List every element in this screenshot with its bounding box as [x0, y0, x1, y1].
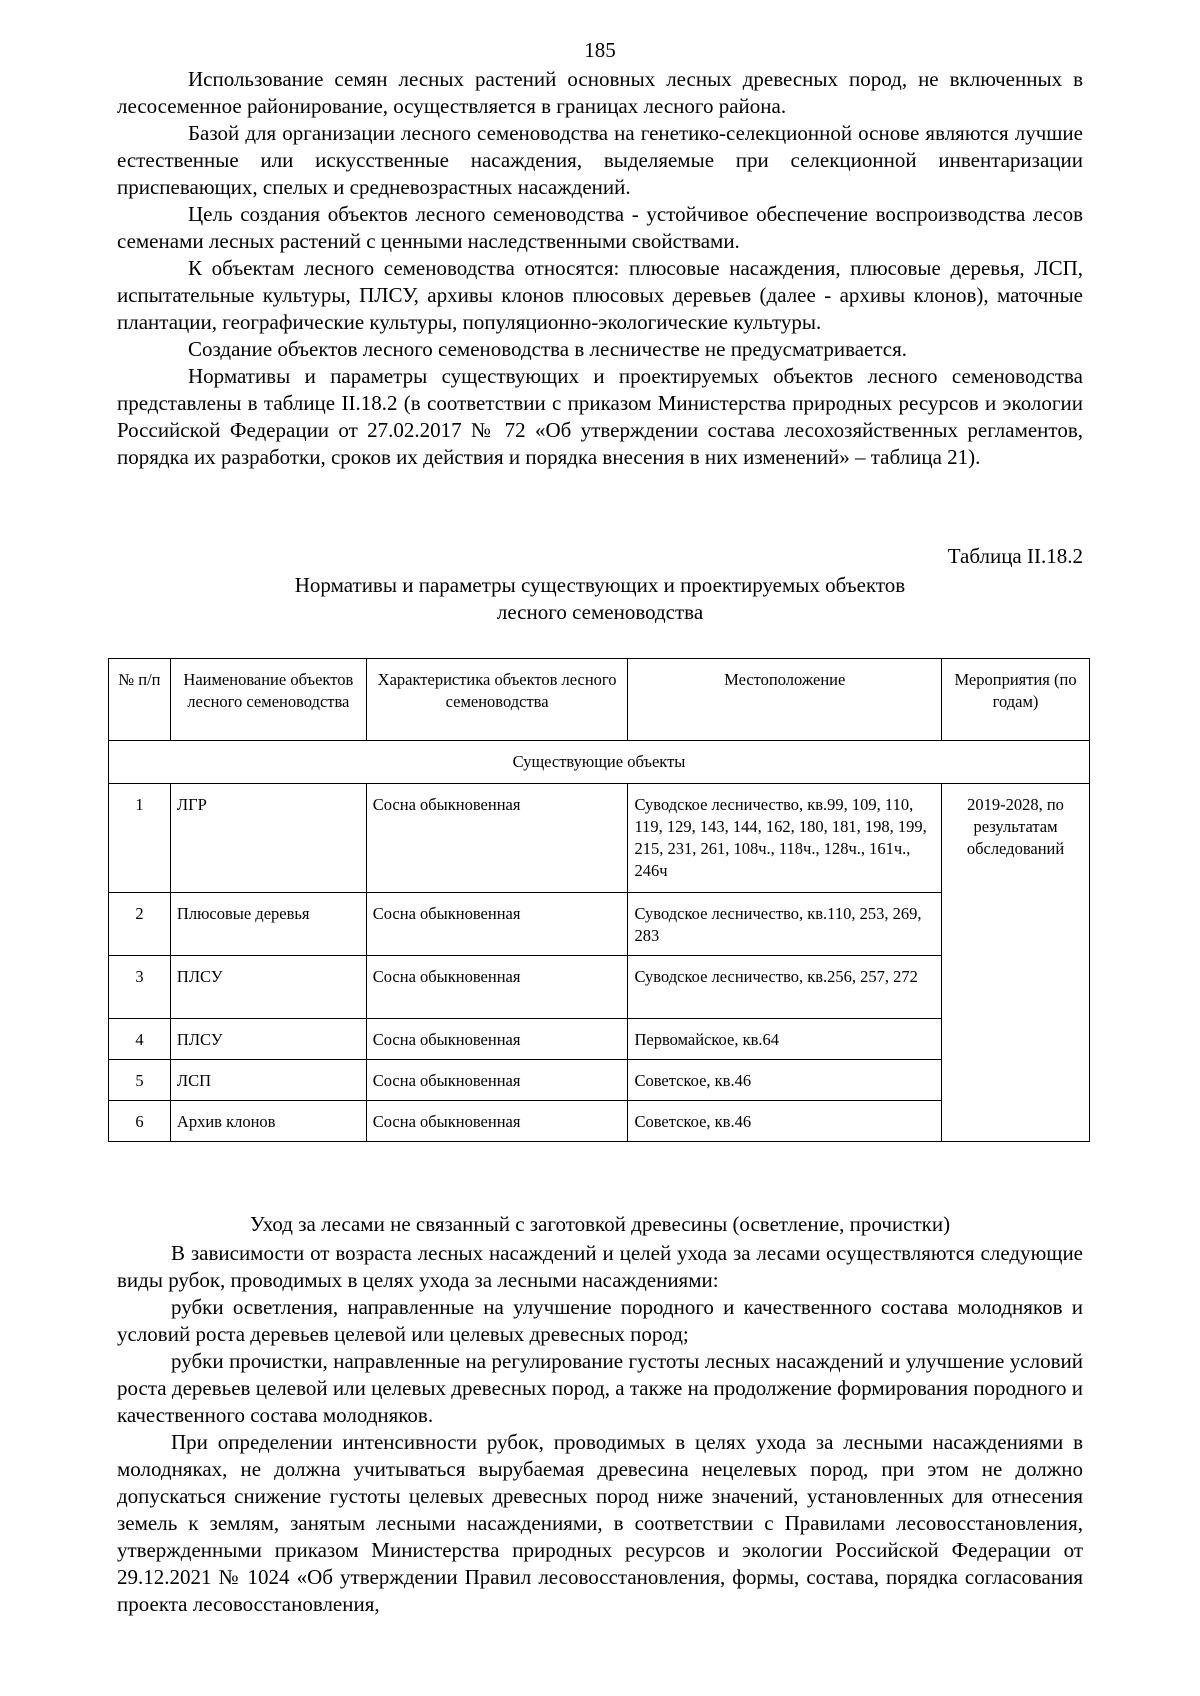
header-name: Наименование объектов лесного семеноводства	[170, 659, 366, 741]
section-existing-objects: Существующие объекты	[109, 741, 1090, 784]
cell-location: Советское, кв.46	[628, 1101, 942, 1142]
cell-characteristic: Сосна обыкновенная	[366, 1101, 628, 1142]
header-characteristic: Характеристика объектов лесного семеноводства	[366, 659, 628, 741]
paragraph: Нормативы и параметры существующих и проектируемых объектов лесного семеноводства представлены в таблице II.18.2 (в соответствии с приказом Министерства природных ресурсов и экологии Российской Федерации от 27.02.2017 № 72 «Об утверждении состава лесохозяйственных регламентов, порядка их разработки, сроков их действия и порядка внесения в них изменений» – таблица 21).	[117, 364, 1083, 469]
cell-location: Первомайское, кв.64	[628, 1019, 942, 1060]
section-row	[109, 741, 1090, 784]
forest-care-heading: Уход за лесами не связанный с заготовкой древесины (осветление, прочистки)	[249, 1212, 951, 1236]
table-header-row	[109, 659, 1090, 741]
cell-characteristic: Сосна обыкновенная	[366, 1060, 628, 1101]
paragraph: Использование семян лесных растений основных лесных древесных пород, не включенных в лесосеменное районирование, осуществляется в границах лесного района.	[117, 67, 1083, 118]
table-title-line: лесного семеноводства	[496, 600, 704, 624]
paragraph: При определении интенсивности рубок, проводимых в целях ухода за лесными насаждениями в молодняках, не должна учитываться вырубаемая древесина нецелевых пород, при этом не должно допускаться снижение густоты целевых древесных пород ниже значений, установленных для отнесения земель к землям, занятым лесными насаждениями, в соответствии с Правилами лесовосстановления, утвержденными приказом Министерства природных ресурсов и экологии Российской Федерации от 29.12.2021 № 1024 «Об утверждении Правил лесовосстановления, формы, состава, порядка согласования проекта лесовосстановления,	[117, 1430, 1083, 1616]
page-number: 185	[584, 38, 616, 62]
cell-name: Архив клонов	[170, 1101, 366, 1142]
cell-name: ПЛСУ	[170, 1019, 366, 1060]
cell-location: Советское, кв.46	[628, 1060, 942, 1101]
cell-characteristic: Сосна обыкновенная	[366, 784, 628, 893]
cell-characteristic: Сосна обыкновенная	[366, 1019, 628, 1060]
paragraph: Создание объектов лесного семеноводства в лесничестве не предусматривается.	[188, 337, 908, 361]
table-caption: Таблица II.18.2	[947, 544, 1083, 568]
cell-location: Суводское лесничество, кв.256, 257, 272	[628, 956, 942, 1019]
table-title	[250, 572, 950, 626]
cell-num: 1	[109, 784, 171, 893]
intro-text	[117, 66, 1083, 471]
cell-name: ЛСП	[170, 1060, 366, 1101]
forest-care-text	[117, 1240, 1083, 1618]
header-measures: Мероприятия (по годам)	[942, 659, 1090, 741]
paragraph: рубки прочистки, направленные на регулирование густоты лесных насаждений и улучшение условий роста деревьев целевой или целевых древесных пород, а также на продолжение формирования породного и качественного состава молодняков.	[117, 1349, 1083, 1427]
cell-name: Плюсовые деревья	[170, 893, 366, 956]
cell-name: ПЛСУ	[170, 956, 366, 1019]
cell-name: ЛГР	[170, 784, 366, 893]
cell-num: 3	[109, 956, 171, 1019]
table-title-line: Нормативы и параметры существующих и проектируемых объектов	[294, 573, 906, 597]
table-row	[109, 784, 1090, 893]
paragraph: К объектам лесного семеноводства относятся: плюсовые насаждения, плюсовые деревья, ЛСП, испытательные культуры, ПЛСУ, архивы клонов плюсовых деревьев (далее - архивы клонов), маточные плантации, географические культуры, популяционно-экологические культуры.	[117, 256, 1083, 334]
paragraph: В зависимости от возраста лесных насаждений и целей ухода за лесами осуществляются следующие виды рубок, проводимых в целях ухода за лесными насаждениями:	[117, 1241, 1083, 1292]
cell-num: 2	[109, 893, 171, 956]
cell-location: Суводское лесничество, кв.110, 253, 269, 283	[628, 893, 942, 956]
cell-num: 5	[109, 1060, 171, 1101]
cell-num: 4	[109, 1019, 171, 1060]
seed-objects-table	[108, 658, 1090, 1142]
paragraph: Цель создания объектов лесного семеноводства - устойчивое обеспечение воспроизводства лесов семенами лесных растений с ценными наследственными свойствами.	[117, 202, 1083, 253]
header-location: Местоположение	[628, 659, 942, 741]
header-num: № п/п	[109, 659, 171, 741]
cell-characteristic: Сосна обыкновенная	[366, 956, 628, 1019]
cell-num: 6	[109, 1101, 171, 1142]
cell-measures: 2019-2028, по результатам обследований	[942, 784, 1090, 1142]
cell-location: Суводское лесничество, кв.99, 109, 110, 119, 129, 143, 144, 162, 180, 181, 198, 199, 215, 231, 261, 108ч., 118ч., 128ч., 161ч., 246ч	[628, 784, 942, 893]
cell-characteristic: Сосна обыкновенная	[366, 893, 628, 956]
paragraph: рубки осветления, направленные на улучшение породного и качественного состава молодняков и условий роста деревьев целевой или целевых древесных пород;	[117, 1295, 1083, 1346]
paragraph: Базой для организации лесного семеноводства на генетико-селекционной основе являются лучшие естественные или искусственные насаждения, выделяемые при селекционной инвентаризации приспевающих, спелых и средневозрастных насаждений.	[117, 121, 1083, 199]
